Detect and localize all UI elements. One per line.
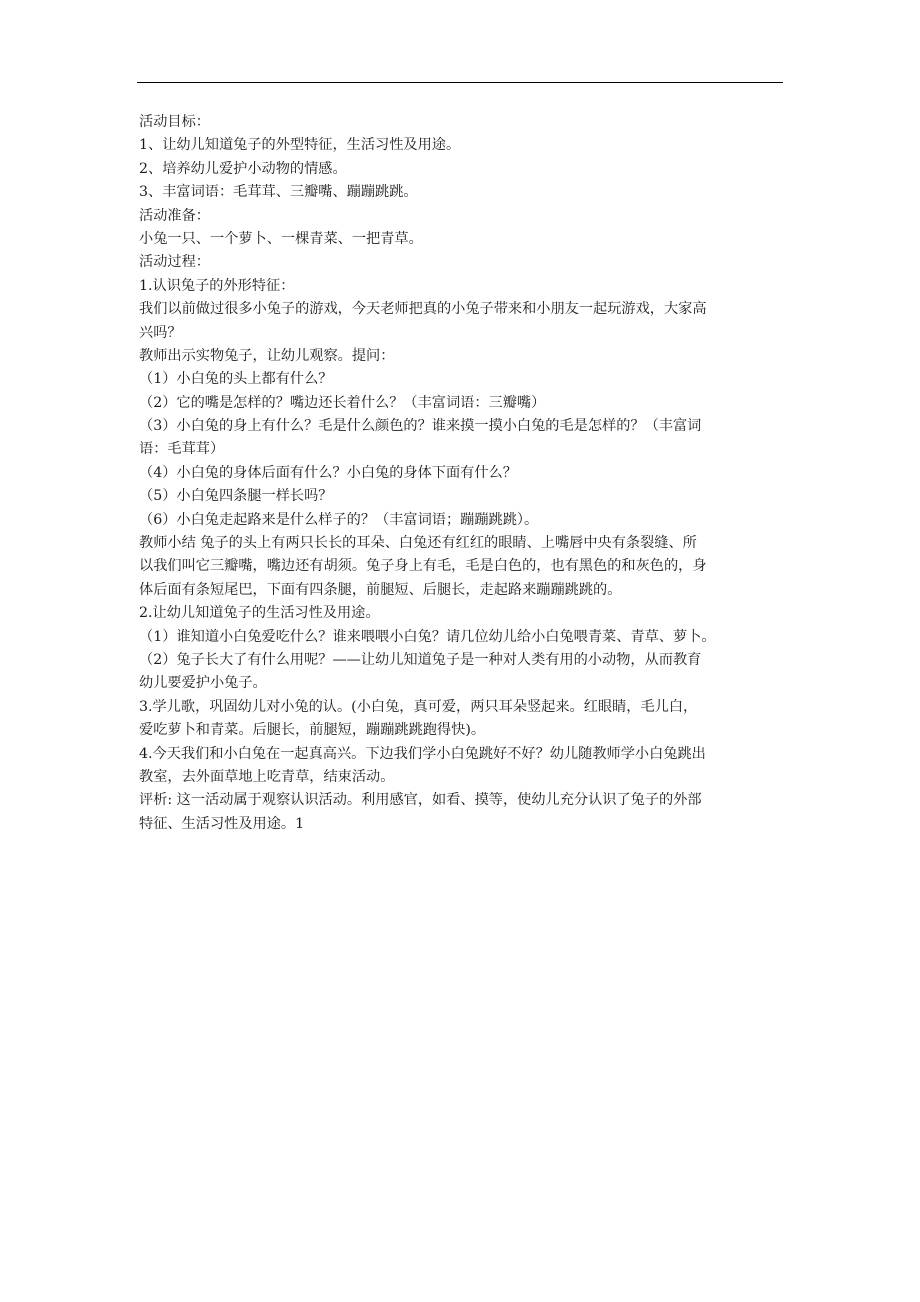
text-line: 4.今天我们和小白兔在一起真高兴。下边我们学小白兔跳好不好？幼儿随教师学小白兔跳出 [139,745,706,762]
text-line: 活动过程： [139,254,210,271]
text-line: 活动准备： [139,207,210,224]
text-line: （1）小白兔的头上都有什么？ [139,371,333,388]
text-line: 语：毛茸茸） [139,441,225,458]
text-line: 教师出示实物兔子，让幼儿观察。提问： [139,347,395,364]
text-line: （3）小白兔的身上有什么？毛是什么颜色的？谁来摸一摸小白兔的毛是怎样的？（丰富词 [139,418,702,435]
text-line: 兴吗？ [139,324,182,341]
text-line: 1.认识兔子的外形特征： [139,277,295,294]
document-body [139,111,785,836]
header-rule [137,82,783,83]
text-line: （1）谁知道小白兔爱吃什么？谁来喂喂小白兔？请几位幼儿给小白兔喂青菜、青草、萝卜。 [139,628,716,645]
text-line: 活动目标： [139,114,210,130]
text-line: 3.学儿歌，巩固幼儿对小兔的认。(小白兔，真可爱，两只耳朵竖起来。红眼睛，毛儿白， [139,698,698,715]
text-line: 评析: 这一活动属于观察认识活动。利用感官，如看、摸等，使幼儿充分认识了兔子的外部 [139,792,702,809]
text-line: 1、让幼儿知道兔子的外型特征，生活习性及用途。 [139,137,461,154]
text-line: 2、培养幼儿爱护小动物的情感。 [139,160,347,177]
text-line: （6）小白兔走起路来是什么样子的？（丰富词语；蹦蹦跳跳）。 [139,511,539,528]
text-line: （2）兔子长大了有什么用呢？——让幼儿知道兔子是一种对人类有用的小动物，从而教育 [139,651,702,668]
text-line: 3、丰富词语：毛茸茸、三瓣嘴、蹦蹦跳跳。 [139,184,418,201]
text-line: 爱吃萝卜和青菜。后腿长，前腿短，蹦蹦跳跳跑得快)。 [139,722,486,739]
text-line: （2）它的嘴是怎样的？嘴边还长着什么？（丰富词语：三瓣嘴） [139,394,546,411]
text-line: 教室，去外面草地上吃青草，结束活动。 [139,768,395,785]
text-line: 2.让幼儿知道兔子的生活习性及用途。 [139,605,380,622]
text-line: 体后面有条短尾巴，下面有四条腿，前腿短、后腿长，走起路来蹦蹦跳跳的。 [139,581,622,598]
text-line: （4）小白兔的身体后面有什么？小白兔的身体下面有什么？ [139,464,517,481]
text-line: 小兔一只、一个萝卜、一棵青菜、一把青草。 [139,230,423,247]
text-line: 教师小结 兔子的头上有两只长长的耳朵、白兔还有红红的眼睛、上嘴唇中央有条裂缝、所 [139,535,697,552]
text-line: （5）小白兔四条腿一样长吗？ [139,488,333,505]
text-line: 我们以前做过很多小兔子的游戏，今天老师把真的小兔子带来和小朋友一起玩游戏，大家高 [139,301,707,318]
text-line: 特征、生活习性及用途。1 [139,815,305,832]
text-line: 幼儿要爱护小兔子。 [139,675,267,692]
text-line: 以我们叫它三瓣嘴，嘴边还有胡须。兔子身上有毛，毛是白色的，也有黑色的和灰色的，身 [139,558,707,575]
